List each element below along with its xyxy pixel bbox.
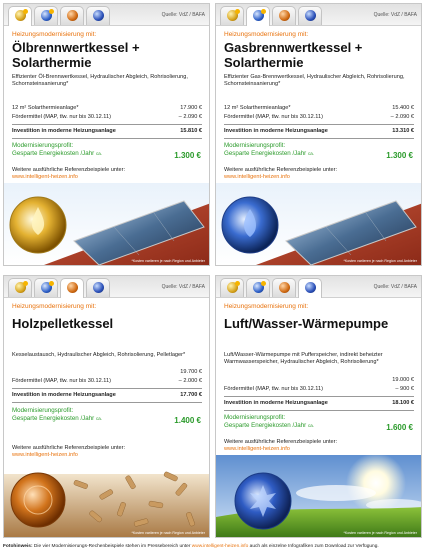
sun-icon xyxy=(235,9,240,14)
tab-bar xyxy=(216,4,421,26)
sun-icon xyxy=(235,281,240,286)
divider xyxy=(12,402,202,403)
card-subtitle: Heizungsmodernisierung mit: xyxy=(224,303,309,310)
profit-label: Modernisierungsprofit: Gesparte Energiekosten /Jahr ca. xyxy=(224,142,314,157)
more-info-link[interactable]: www.intelligent-heizen.info xyxy=(224,174,290,181)
card-description: Effizienter Gas-Brennwertkessel, Hydraulischer Abgleich, Rohrisolierung, Schornsteinsanierung* xyxy=(224,74,405,88)
heat-pump-icon xyxy=(305,282,316,293)
cost-row: 19.000 € xyxy=(392,377,414,383)
total-row: Investition in moderne Heizungsanlage 13.310 € xyxy=(224,128,414,134)
tab-bar xyxy=(4,276,209,298)
subsidy-row: Fördermittel (MAP, tlw. nur bis 30.12.11) – 2.090 € xyxy=(12,114,202,120)
divider xyxy=(224,410,414,411)
more-info: Weitere ausführliche Referenzbeispiele unter: www.intelligent-heizen.info xyxy=(224,167,414,182)
card-title: Gasbrennwertkessel + Solarthermie xyxy=(224,40,363,70)
heat-pump-icon xyxy=(93,10,104,21)
sun-icon xyxy=(261,9,266,14)
profit-value: 1.600 € xyxy=(386,423,413,432)
divider xyxy=(12,124,202,125)
tab-heatpump[interactable] xyxy=(298,6,322,25)
tab-oil[interactable] xyxy=(220,6,244,25)
footnote-link[interactable]: www.intelligent-heizen.info xyxy=(191,544,249,549)
sun-icon xyxy=(49,281,54,286)
profit-label: Modernisierungsprofit: Gesparte Energiekosten /Jahr ca. xyxy=(12,407,102,422)
sun-icon xyxy=(261,281,266,286)
card-oil-solar xyxy=(3,3,210,266)
profit-value: 1.300 € xyxy=(174,151,201,160)
more-info: Weitere ausführliche Referenzbeispiele unter: www.intelligent-heizen.info xyxy=(224,439,414,454)
source-label: Quelle: VdZ / BAFA xyxy=(373,284,417,290)
subsidy-row: Fördermittel (MAP, tlw. nur bis 30.12.11) – 2.090 € xyxy=(224,114,414,120)
subsidy-row: Fördermittel (MAP, tlw. nur bis 30.12.11) – 2.000 € xyxy=(12,378,202,384)
image-note: *Kosten variieren je nach Region und Anbieter xyxy=(343,531,417,535)
tab-oil[interactable] xyxy=(8,6,32,26)
tab-oil[interactable] xyxy=(8,278,32,297)
card-gas-solar xyxy=(215,3,422,266)
card-title: Holzpelletkessel xyxy=(12,316,114,331)
wood-pellet-icon xyxy=(67,10,78,21)
tab-wood[interactable] xyxy=(60,6,84,25)
card-wood-pellet xyxy=(3,275,210,538)
tab-bar xyxy=(4,4,209,26)
tab-wood[interactable] xyxy=(60,278,84,298)
divider xyxy=(224,138,414,139)
sun-icon xyxy=(23,9,28,14)
profit-label: Modernisierungsprofit: Gesparte Energiekosten /Jahr ca. xyxy=(12,142,102,157)
tab-wood[interactable] xyxy=(272,6,296,25)
image-note: *Kosten variieren je nach Region und Anbieter xyxy=(131,259,205,263)
sun-icon xyxy=(23,281,28,286)
source-label: Quelle: VdZ / BAFA xyxy=(161,12,205,18)
card-title: Luft/Wasser-Wärmepumpe xyxy=(224,316,389,331)
card-title: Ölbrennwertkessel + Solarthermie xyxy=(12,40,140,70)
image-note: *Kosten variieren je nach Region und Anbieter xyxy=(343,259,417,263)
tab-heatpump[interactable] xyxy=(298,278,322,298)
card-description: Effizienter Öl-Brennwertkessel, Hydraulischer Abgleich, Rohrisolierung, Schornsteinsanierung* xyxy=(12,74,188,88)
more-info-link[interactable]: www.intelligent-heizen.info xyxy=(12,174,78,181)
divider xyxy=(12,388,202,389)
cost-row: 19.700 € xyxy=(180,369,202,375)
tab-gas[interactable] xyxy=(34,6,58,25)
more-info-link[interactable]: www.intelligent-heizen.info xyxy=(224,446,290,453)
tab-bar xyxy=(216,276,421,298)
divider xyxy=(224,396,414,397)
image-note: *Kosten variieren je nach Region und Anbieter xyxy=(131,531,205,535)
profit-label: Modernisierungsprofit: Gesparte Energiekosten /Jahr ca. xyxy=(224,414,314,429)
subsidy-row: Fördermittel (MAP, tlw. nur bis 30.12.11) – 900 € xyxy=(224,386,414,392)
source-label: Quelle: VdZ / BAFA xyxy=(161,284,205,290)
card-subtitle: Heizungsmodernisierung mit: xyxy=(12,31,97,38)
tab-heatpump[interactable] xyxy=(86,6,110,25)
wood-pellet-icon xyxy=(67,282,78,293)
divider xyxy=(224,124,414,125)
total-row: Investition in moderne Heizungsanlage 18.100 € xyxy=(224,400,414,406)
wood-pellet-icon xyxy=(279,10,290,21)
tab-gas[interactable] xyxy=(246,6,270,26)
hero-image-roof-solar xyxy=(216,183,421,265)
more-info-link[interactable]: www.intelligent-heizen.info xyxy=(12,452,78,459)
wood-pellet-icon xyxy=(279,282,290,293)
hero-image-landscape xyxy=(216,455,421,537)
hero-image-roof-solar xyxy=(4,183,209,265)
more-info: Weitere ausführliche Referenzbeispiele unter: www.intelligent-heizen.info xyxy=(12,445,202,460)
cost-row: 12 m² Solarthermieanlage* 17.900 € xyxy=(12,105,202,111)
tab-wood[interactable] xyxy=(272,278,296,297)
photo-footnote: Fotohinweis: Die vier Modernisierungs-Rechenbeispiele stehen im Pressebereich unter www.intelligent-heizen.info auch als einzelne Infografiken zum Download zur Verfügung. xyxy=(3,544,379,549)
card-subtitle: Heizungsmodernisierung mit: xyxy=(224,31,309,38)
tab-oil[interactable] xyxy=(220,278,244,297)
total-row: Investition in moderne Heizungsanlage 17.700 € xyxy=(12,392,202,398)
profit-value: 1.400 € xyxy=(174,416,201,425)
card-heat-pump xyxy=(215,275,422,538)
heat-pump-icon xyxy=(305,10,316,21)
more-info: Weitere ausführliche Referenzbeispiele unter: www.intelligent-heizen.info xyxy=(12,167,202,182)
divider xyxy=(12,138,202,139)
total-row: Investition in moderne Heizungsanlage 15.810 € xyxy=(12,128,202,134)
profit-value: 1.300 € xyxy=(386,151,413,160)
card-subtitle: Heizungsmodernisierung mit: xyxy=(12,303,97,310)
sun-icon xyxy=(49,9,54,14)
source-label: Quelle: VdZ / BAFA xyxy=(373,12,417,18)
tab-gas[interactable] xyxy=(34,278,58,297)
cost-row: 12 m² Solarthermieanlage* 15.400 € xyxy=(224,105,414,111)
tab-heatpump[interactable] xyxy=(86,278,110,297)
heat-pump-icon xyxy=(93,282,104,293)
card-description: Kesselaustausch, Hydraulischer Abgleich, Rohrisolierung, Pelletlager* xyxy=(12,352,186,358)
hero-image-pellets xyxy=(4,462,209,537)
card-description: Luft/Wasser-Wärmepumpe mit Pufferspeicher, indirekt beheizter Warmwasserspeicher, Hydraulischer Abgleich, Rohrisolierung* xyxy=(224,352,383,366)
tab-gas[interactable] xyxy=(246,278,270,297)
